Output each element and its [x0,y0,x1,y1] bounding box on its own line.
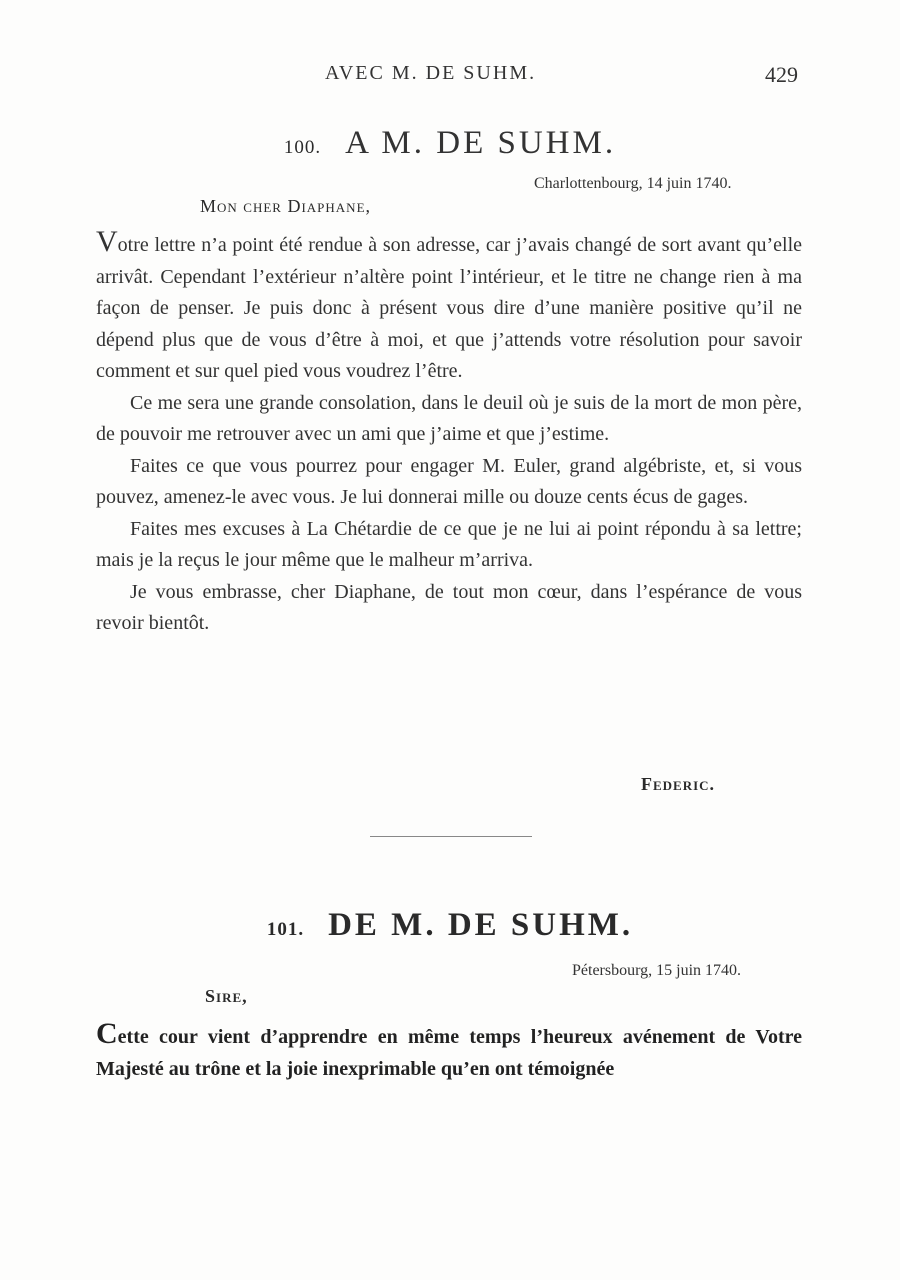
paragraph-text: otre lettre n’a point été rendue à son adresse, car j’avais changé de sort avant qu’elle arrivât. Cependant l’extérieur n’altère point l’intérieur, et le titre ne change rien à ma façon de penser. Je puis donc à présent vous dire d’une manière positive qu’il ne dépend plus que de vous d’être à moi, et que j’attends votre résolution pour savoir comment et sur quel pied vous voudrez l’être. [96,234,802,382]
paragraph: Je vous embrasse, cher Diaphane, de tout mon cœur, dans l’espérance de vous revoir bientôt. [96,580,802,634]
page-number: 429 [765,62,798,87]
drop-cap: V [96,225,118,258]
paragraph: Ce me sera une grande consolation, dans le deuil où je suis de la mort de mon père, de pouvoir me retrouver avec un ami que j’aime et que j’estime. [96,391,802,445]
running-head [0,62,900,92]
letter-heading [0,907,900,944]
salutation: Mon cher Diaphane, [200,196,372,216]
letter-heading [0,125,900,162]
paragraph: Faites mes excuses à La Chétardie de ce que je ne lui ai point répondu à sa lettre; mais je la reçus le jour même que le malheur m’arriva. [96,517,802,571]
letter-body [96,225,802,640]
letter-number: 100. [283,137,322,158]
dateline: Pétersbourg, 15 juin 1740. [572,962,742,979]
letter-body [96,1017,802,1085]
dateline: Charlottenbourg, 14 juin 1740. [534,175,732,192]
section-divider [370,836,532,837]
paragraph [96,1017,802,1085]
running-title: AVEC M. DE SUHM. [325,62,537,84]
paragraph-text: ette cour vient d’apprendre en même temps l’heureux avénement de Votre Majesté au trône et la joie inexprimable qu’en ont témoignée [96,1026,802,1080]
letter-title: DE M. DE SUHM. [328,907,634,943]
paragraph [96,225,802,388]
paragraph: Faites ce que vous pourrez pour engager M. Euler, grand algébriste, et, si vous pouvez, amenez-le avec vous. Je lui donnerai mille ou douze cents écus de gages. [96,454,802,508]
salutation: Sire, [205,986,248,1006]
letter-number: 101. [266,919,305,940]
drop-cap: C [96,1017,118,1050]
signature: Federic. [641,774,716,794]
letter-title: A M. DE SUHM. [345,125,617,161]
